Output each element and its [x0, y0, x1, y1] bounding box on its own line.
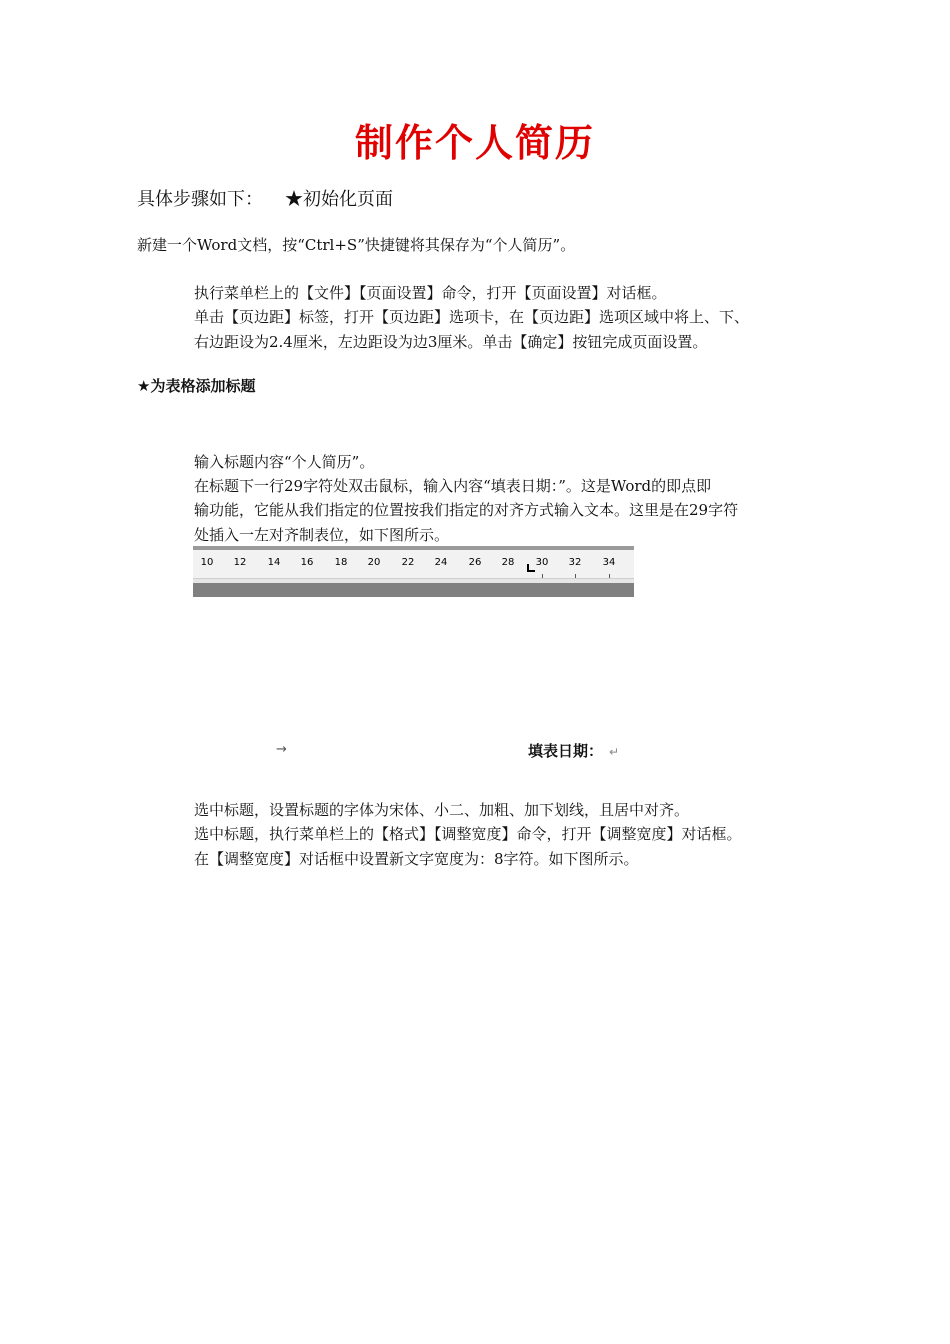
paragraph-adjust-width-1: 选中标题，执行菜单栏上的【格式】【调整宽度】命令，打开【调整宽度】对话框。	[194, 825, 742, 843]
fill-date-example	[528, 740, 619, 761]
paragraph-click-type-1: 在标题下一行29字符处双击鼠标，输入内容“填表日期：”。这是Word的即点即	[194, 477, 712, 495]
ruler-label: 28	[501, 557, 515, 568]
paragraph-margins-2: 右边距设为2.4厘米，左边距设为边3厘米。单击【确定】按钮完成页面设置。	[194, 333, 708, 351]
ruler-minor-tick	[609, 574, 610, 578]
ruler-label: 26	[468, 557, 482, 568]
paragraph-margins-1: 单击【页边距】标签，打开【页边距】选项卡，在【页边距】选项区域中将上、下、	[194, 308, 750, 326]
ruler-lower-band	[193, 579, 634, 583]
left-tab-stop-icon[interactable]	[527, 564, 535, 572]
section-heading-init-page: ★初始化页面	[285, 189, 393, 210]
ruler-label: 10	[200, 557, 214, 568]
ruler-label: 24	[434, 557, 448, 568]
ruler-label: 12	[233, 557, 247, 568]
tab-arrow-icon: →	[276, 742, 287, 757]
ruler-label: 14	[267, 557, 281, 568]
ruler-label: 20	[367, 557, 381, 568]
paragraph-format-title: 选中标题，设置标题的字体为宋体、小二、加粗、加下划线，且居中对齐。	[194, 801, 690, 819]
steps-intro-line	[137, 185, 393, 211]
ruler-minor-tick	[542, 574, 543, 578]
ruler-minor-tick	[575, 574, 576, 578]
ruler-label: 18	[334, 557, 348, 568]
paragraph-page-setup: 执行菜单栏上的【文件】【页面设置】命令，打开【页面设置】对话框。	[194, 284, 667, 302]
paragraph-adjust-width-2: 在【调整宽度】对话框中设置新文字宽度为：8字符。如下图所示。	[194, 850, 639, 868]
steps-intro: 具体步骤如下：	[137, 189, 263, 210]
ruler-label: 32	[568, 557, 582, 568]
paragraph-click-type-2: 输功能，它能从我们指定的位置按我们指定的对齐方式输入文本。这里是在29字符	[194, 501, 739, 519]
ruler-label: 22	[401, 557, 415, 568]
ruler-label: 34	[602, 557, 616, 568]
paragraph-click-type-3: 处插入一左对齐制表位，如下图所示。	[194, 526, 450, 544]
paragraph-input-title: 输入标题内容“个人简历”。	[194, 453, 375, 471]
fill-date-label: 填表日期：	[528, 742, 604, 760]
ruler-label: 16	[300, 557, 314, 568]
ruler-label: 30	[535, 557, 549, 568]
ruler-strip	[193, 550, 634, 579]
paragraph-new-doc: 新建一个Word文档，按“Ctrl+S”快捷键将其保存为“个人简历”。	[137, 236, 576, 254]
ruler-screenshot	[193, 546, 634, 597]
section-heading-table-title: ★为表格添加标题	[137, 377, 256, 395]
paragraph-mark-icon: ↵	[609, 745, 620, 759]
page-title: 制作个人简历	[354, 120, 595, 165]
